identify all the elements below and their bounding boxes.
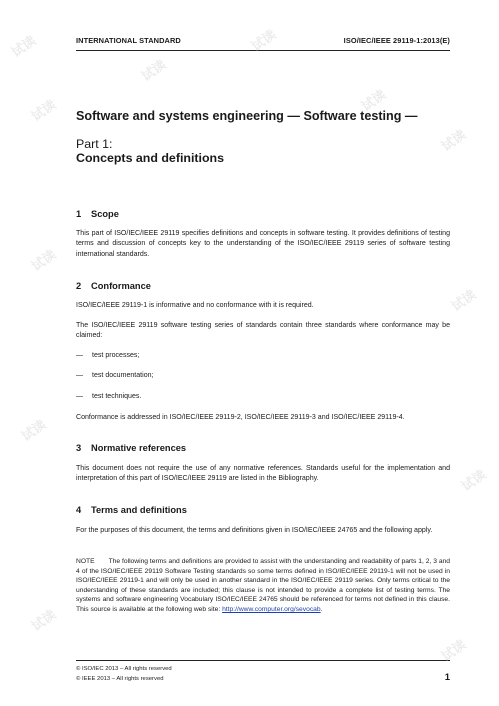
scope-paragraph: This part of ISO/IEC/IEEE 29119 specifies definitions and concepts in software testing. It provides definitions of testing terms and discussion of concepts key to the understanding of the ISO/IEC/IEEE 29119 series of software testing international standards.: [76, 230, 450, 258]
watermark: 试读: [18, 416, 49, 444]
list-dash: —: [76, 372, 84, 379]
part-title: Concepts and definitions: [76, 151, 225, 165]
note-end: .: [320, 605, 323, 613]
watermark: 试读: [248, 26, 279, 54]
note-label: NOTE: [76, 558, 95, 565]
header-rule: [76, 50, 450, 51]
section-number: 2: [76, 281, 82, 291]
section-number: 1: [76, 209, 82, 219]
note-paragraph: [76, 557, 450, 615]
section-number: 3: [76, 443, 82, 453]
document-title: Software and systems engineering — Software testing —: [76, 109, 418, 123]
watermark: 试读: [358, 86, 389, 114]
copyright-iso: © ISO/IEC 2013 – All rights reserved: [76, 666, 172, 672]
sevocab-link[interactable]: http://www.computer.org/sevocab: [222, 605, 321, 613]
page-number: 1: [444, 672, 450, 683]
watermark: 试读: [438, 126, 469, 154]
copyright-ieee: © IEEE 2013 – All rights reserved: [76, 676, 164, 682]
normative-references-paragraph: This document does not require the use of any normative references. Standards useful for the implementation and interpretation of this part of ISO/IEC/IEEE 29119 are listed in the Bibliography.: [76, 465, 450, 483]
section-heading-conformance: [76, 281, 151, 291]
list-item: [76, 393, 141, 400]
note-body: The following terms and definitions are provided to assist with the understanding and readability of parts 1, 2, 3 and 4 of the ISO/IEC/IEEE 29119 Software Testing standards so some terms defined in ISO/IEC/IEEE 29119-1 will not be used in ISO/IEC/IEEE 29119-1 and will only be used in another standard in the ISO/IEC/IEEE 29119 series. Only terms critical to the understanding of these standards are included; this clause is not intended to provide a complete list of testing terms. The systems and software engineering Vocabulary ISO/IEC/IEEE 24765 should be referenced for terms not defined in this clause. This source is available at the following web site:: [76, 558, 450, 613]
section-heading-normative-references: [76, 443, 186, 453]
watermark: 试读: [28, 96, 59, 124]
conformance-paragraph-1: ISO/IEC/IEEE 29119-1 is informative and no conformance with it is required.: [76, 302, 314, 309]
watermark: 试读: [458, 466, 489, 494]
list-dash: —: [76, 352, 84, 359]
part-label: Part 1:: [76, 137, 113, 151]
watermark: 试读: [8, 32, 39, 60]
list-item-text: test documentation;: [92, 372, 154, 379]
conformance-paragraph-2: The ISO/IEC/IEEE 29119 software testing series of standards contain three standards where conformance may be claimed:: [76, 322, 450, 340]
header-standard-number: ISO/IEC/IEEE 29119-1:2013(E): [343, 36, 450, 45]
list-dash: —: [76, 393, 84, 400]
terms-paragraph: For the purposes of this document, the terms and definitions given in ISO/IEC/IEEE 24765 and the following apply.: [76, 527, 433, 534]
section-title: Normative references: [91, 443, 187, 453]
watermark: 试读: [448, 286, 479, 314]
list-item: [76, 372, 154, 379]
header-standard-type: INTERNATIONAL STANDARD: [76, 36, 181, 45]
watermark: 试读: [28, 246, 59, 274]
section-title: Terms and definitions: [91, 505, 187, 515]
watermark: 试读: [438, 636, 469, 664]
section-heading-terms: [76, 505, 187, 515]
page-header: [76, 36, 450, 48]
watermark: 试读: [28, 606, 59, 634]
list-item-text: test processes;: [92, 352, 140, 359]
section-number: 4: [76, 505, 82, 515]
list-item-text: test techniques.: [92, 393, 142, 400]
section-title: Scope: [91, 209, 119, 219]
watermark: 试读: [138, 56, 169, 84]
list-item: [76, 352, 139, 359]
conformance-paragraph-3: Conformance is addressed in ISO/IEC/IEEE 29119-2, ISO/IEC/IEEE 29119-3 and ISO/IEC/IEEE 29119-4.: [76, 414, 405, 421]
section-title: Conformance: [91, 281, 151, 291]
section-heading-scope: [76, 209, 119, 219]
footer-rule: [76, 660, 450, 661]
